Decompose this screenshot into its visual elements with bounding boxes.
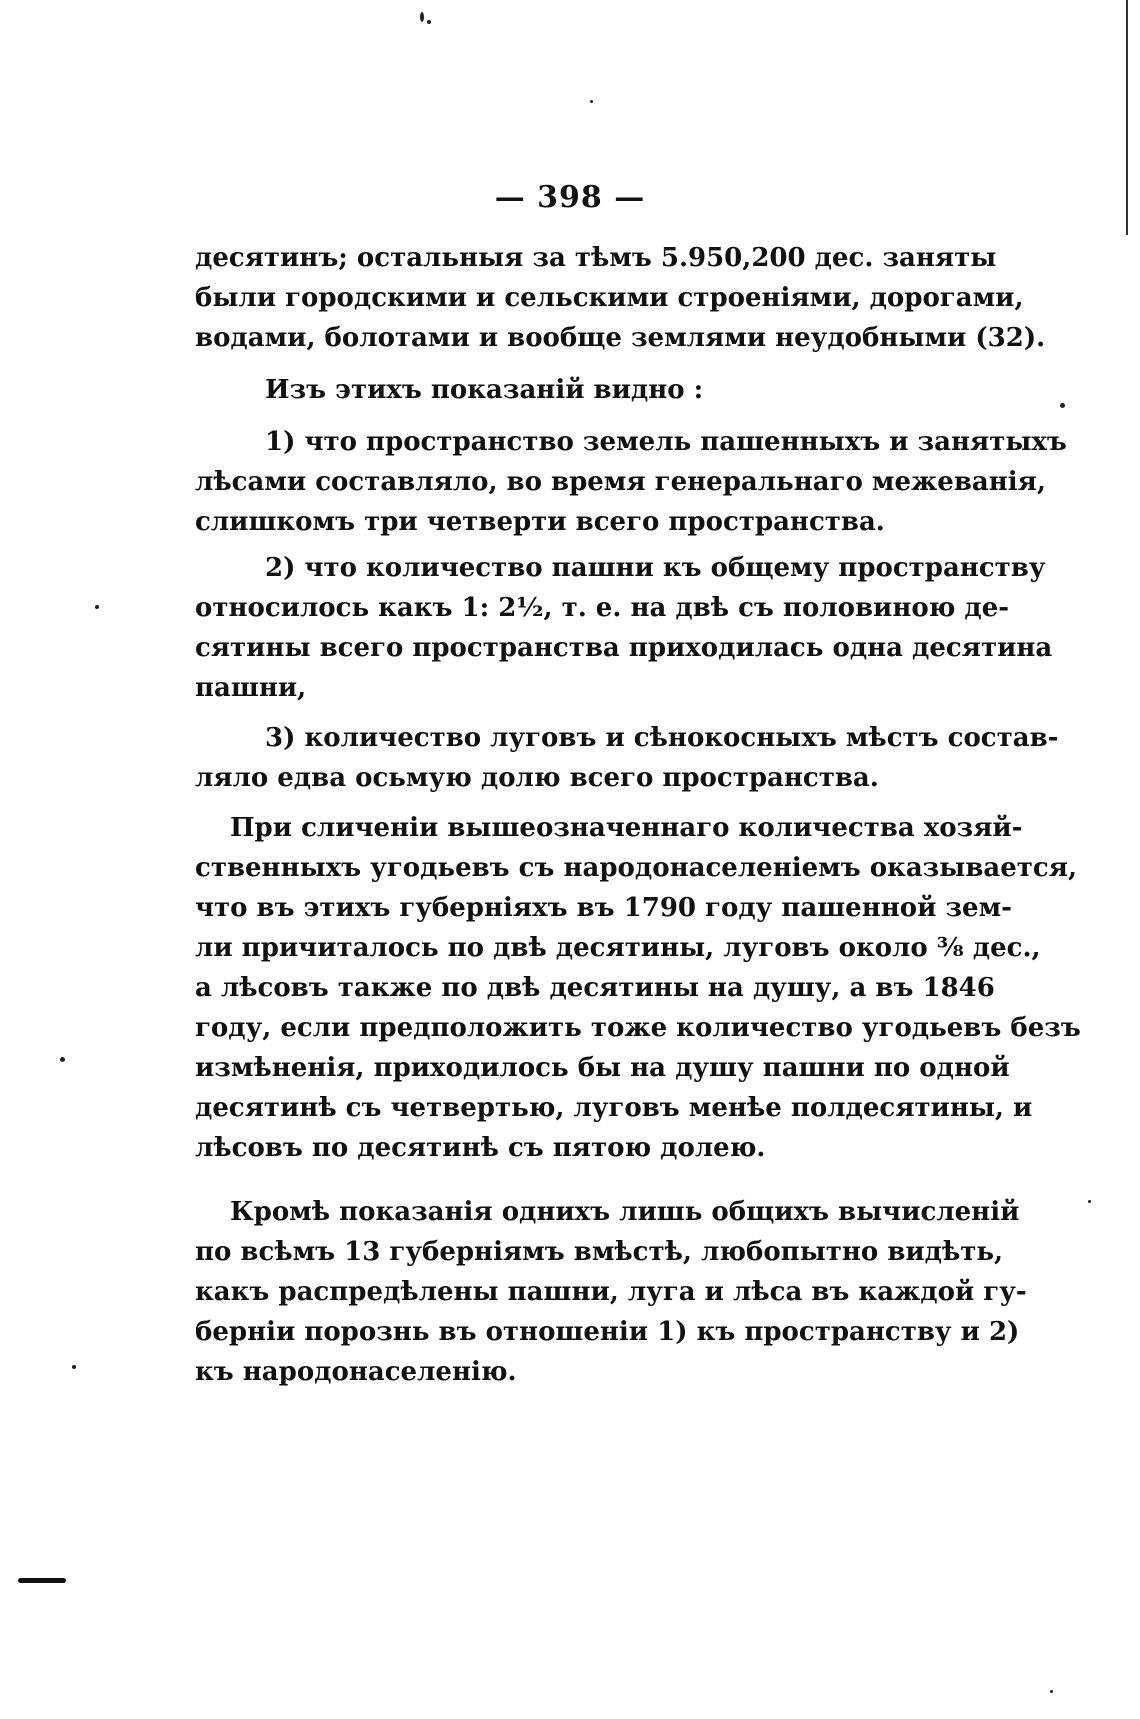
text-line: слишкомъ три четверти всего пространства. bbox=[195, 507, 885, 537]
paragraph-text bbox=[195, 548, 1053, 708]
text-line: къ народонаселенію. bbox=[195, 1357, 517, 1387]
text-line: пашни, bbox=[195, 673, 307, 703]
scan-speck bbox=[427, 20, 431, 24]
scan-speck bbox=[1060, 403, 1065, 408]
text-line: ственныхъ угодьевъ съ народонаселеніемъ оказывается, bbox=[195, 853, 1077, 883]
page-number: — 398 — bbox=[494, 180, 646, 215]
text-line: десятинѣ съ четвертью, луговъ менѣе полдесятины, и bbox=[195, 1093, 1033, 1123]
text-line: относилось какъ 1: 2½, т. е. на двѣ съ половиною де- bbox=[195, 593, 1010, 623]
text-line: 1) что пространство земель пашенныхъ и занятыхъ bbox=[265, 427, 1067, 457]
paragraph-1 bbox=[195, 238, 1046, 358]
paragraph-text bbox=[195, 238, 1046, 358]
paragraph-7 bbox=[195, 1192, 1027, 1392]
paragraph-text bbox=[195, 1192, 1027, 1392]
text-line: измѣненія, приходилось бы на душу пашни по одной bbox=[195, 1053, 1010, 1083]
paragraph-text bbox=[195, 370, 945, 410]
scan-speck bbox=[1050, 1690, 1053, 1693]
scan-speck bbox=[72, 1365, 76, 1369]
text-line: водами, болотами и вообще землями неудобными (32). bbox=[195, 323, 1046, 353]
text-line: 2) что количество пашни къ общему пространству bbox=[265, 553, 1046, 583]
scan-speck bbox=[95, 605, 99, 609]
scan-speck bbox=[590, 100, 593, 103]
paragraph-text bbox=[195, 718, 1059, 798]
paragraph-text bbox=[195, 808, 1081, 1168]
scan-speck bbox=[420, 12, 424, 22]
text-line: году, если предположить тоже количество угодьевъ безъ bbox=[195, 1013, 1081, 1043]
text-line: а лѣсовъ также по двѣ десятины на душу, а въ 1846 bbox=[195, 973, 995, 1003]
paragraph-2 bbox=[195, 370, 945, 410]
text-line: сятины всего пространства приходилась одна десятина bbox=[195, 633, 1053, 663]
text-line: При сличеніи вышеозначеннаго количества хозяй- bbox=[230, 813, 1023, 843]
text-line: что въ этихъ губерніяхъ въ 1790 году пашенной зем- bbox=[195, 893, 1012, 923]
text-line: были городскими и сельскими строеніями, дорогами, bbox=[195, 283, 1024, 313]
text-line: берніи порознь въ отношеніи 1) къ пространству и 2) bbox=[195, 1317, 1020, 1347]
text-line: по всѣмъ 13 губерніямъ вмѣстѣ, любопытно видѣть, bbox=[195, 1237, 1004, 1267]
scan-speck bbox=[1088, 1200, 1091, 1203]
paragraph-6 bbox=[195, 808, 1081, 1168]
text-line: лѣсами составляло, во время генеральнаго межеванія, bbox=[195, 467, 1046, 497]
text-line: лѣсовъ по десятинѣ съ пятою долею. bbox=[195, 1133, 766, 1163]
paragraph-4 bbox=[195, 548, 1053, 708]
scan-dash-mark bbox=[18, 1578, 66, 1583]
paragraph-3 bbox=[195, 422, 1067, 542]
text-line: Кромѣ показанія однихъ лишь общихъ вычисленій bbox=[230, 1197, 1020, 1227]
text-line: какъ распредѣлены пашни, луга и лѣса въ каждой гу- bbox=[195, 1277, 1027, 1307]
paragraph-5 bbox=[195, 718, 1059, 798]
paragraph-text bbox=[195, 422, 1067, 542]
text-line: ли причиталось по двѣ десятины, луговъ около ⅜ дес., bbox=[195, 933, 1041, 963]
text-line: ляло едва осьмую долю всего пространства. bbox=[195, 763, 879, 793]
text-line: Изъ этихъ показаній видно : bbox=[265, 375, 704, 405]
text-line: десятинъ; остальныя за тѣмъ 5.950,200 дес. заняты bbox=[195, 243, 997, 273]
scan-speck bbox=[60, 1057, 65, 1062]
text-line: 3) количество луговъ и сѣнокосныхъ мѣстъ состав- bbox=[265, 723, 1059, 753]
